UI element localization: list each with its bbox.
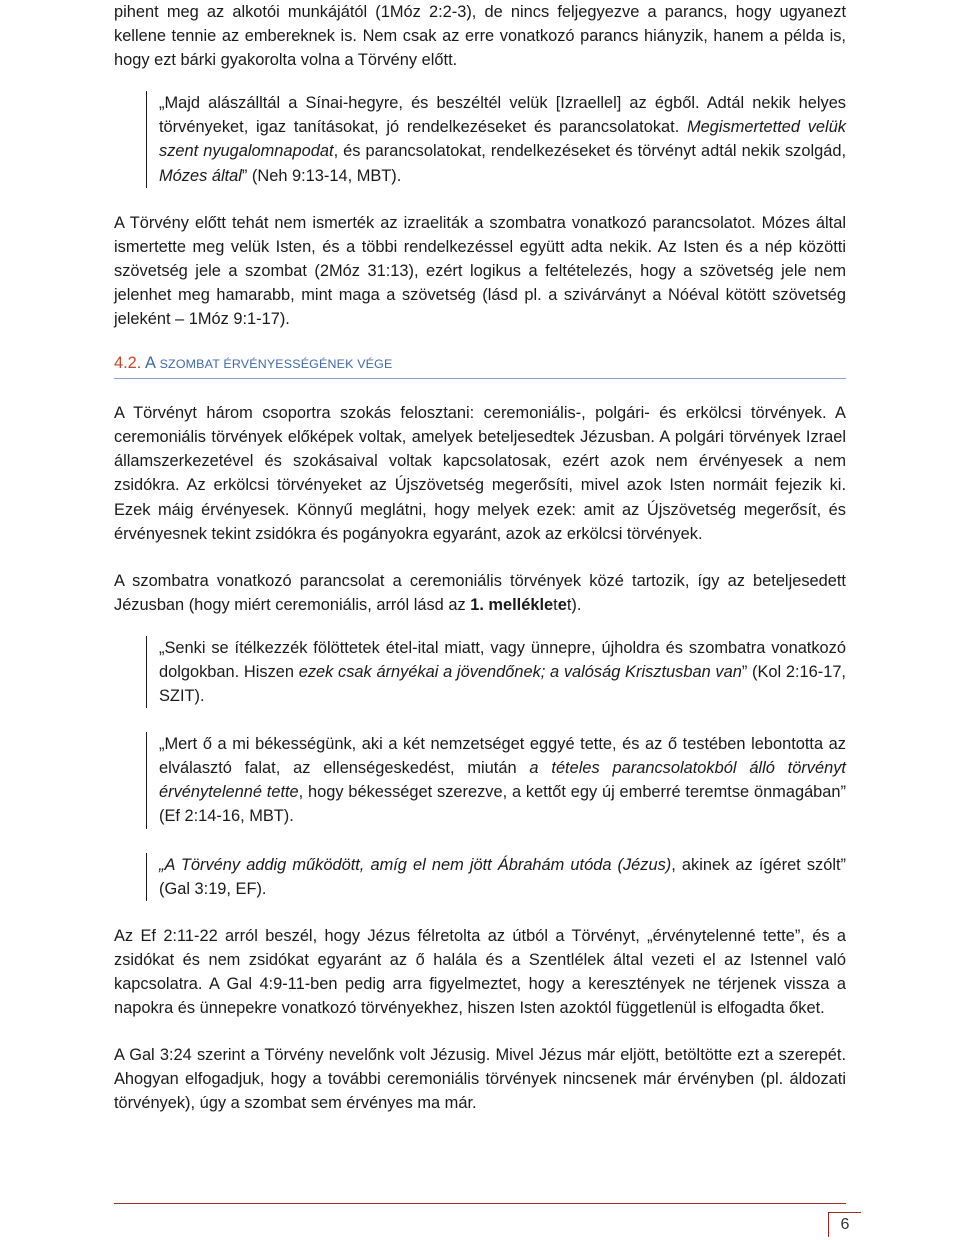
quote-galatians — [146, 853, 846, 901]
quote-colossians-italic: ezek csak árnyékai a jövendőnek; a valóság Krisztusban van — [298, 662, 742, 681]
paragraph-law-groups: A Törvényt három csoportra szokás felosztani: ceremoniális-, polgári- és erkölcsi törvények. A ceremoniális törvények előképek voltak, amelyek beteljesedtek Jézusban. A polgári törvények Izrael államszerkezetével és szokásaival voltak kapcsolatosak, ezért azok nem érvényesek a nem zsidókra. Az erkölcsi törvényeket az Újszövetség megerősíti, mivel azok Isten normáit fejezik ki. Ezek máig érvényesek. Könnyű meglátni, hogy melyek ezek: amit az Újszövetség megerősít, és érvényesnek tekint zsidókra és pogányokra egyaránt, azok az erkölcsi törvények. — [114, 404, 846, 543]
paragraph-ceremonial-text-1: A szombatra vonatkozó parancsolat a ceremoniális törvények közé tartozik, így az beteljesedett Jézusban (hogy miért ceremoniális, arról lásd az — [114, 571, 846, 614]
document-page — [114, 0, 846, 1115]
paragraph-ephesians-galatians: Az Ef 2:11-22 arról beszél, hogy Jézus félretolta az útból a Törvényt, „érvénytelenné tette”, és a zsidókat és nem zsidókat egyaránt az ő halála és a Szentlélek által vezeti el az Istennel való kapcsolatra. A Gal 4:9-11-ben pedig arra figyelmeztet, hogy a keresztények ne térjenek vissza a napokra és ünnepekre vonatkozó törvényekhez, hiszen Isten azoktól függetlenül is elfogadta őket. — [114, 926, 846, 1017]
quote-nehemiah-text-1: „Majd alászálltál a Sínai-hegyre, és beszéltél velük [Izraellel] az égből. Adtál nekik helyes törvényeket, igaz tanításokat, jó rendelkezéseket és parancsolatokat. — [159, 94, 846, 137]
quote-nehemiah-text-3: ” (Neh 9:13-14, MBT). — [241, 166, 402, 185]
quote-nehemiah-italic-2: Mózes által — [159, 166, 242, 185]
quote-ephesians-text-2: , hogy békességet szerezve, a kettőt egy új emberré teremtse önmagában” (Ef 2:14-16, MBT). — [159, 783, 846, 826]
paragraph-ceremonial — [114, 569, 846, 617]
quote-ephesians-text-1: „Mert ő a mi békességünk, aki a két nemzetséget eggyé tette, és az ő testében lebontotta az elválasztó falat, az ellenségeskedést, miután — [159, 735, 846, 778]
appendix-reference-tail: e — [557, 595, 567, 614]
paragraph-before-law: A Törvény előtt tehát nem ismerték az izraeliták a szombatra vonatkozó parancsolatot. Mózes által ismertette meg velük Isten, és a többi rendelkezéssel együtt adta nekik. Az Isten és a nép közötti szövetség jele a szombat (2Móz 31:13), ezért logikus a feltételezés, hogy a szövetség jele nem jelenhet meg hamarabb, mint maga a szövetség (lásd pl. a szivárványt a Nóéval kötött szövetség jeleként – 1Móz 9:1-17). — [114, 213, 846, 329]
section-number: 4.2. — [114, 354, 142, 373]
paragraph-ceremonial-text-2: t — [553, 595, 558, 614]
quote-nehemiah — [146, 91, 846, 187]
quote-colossians — [146, 636, 846, 708]
page-number — [828, 1212, 861, 1237]
section-title-rest: SZOMBAT ÉRVÉNYESSÉGÉNEK VÉGE — [159, 357, 393, 372]
paragraph-conclusion: A Gal 3:24 szerint a Törvény nevelőnk volt Jézusig. Mivel Jézus már eljött, betöltötte ezt a szerepét. Ahogyan elfogadjuk, hogy a további ceremoniális törvények nincsenek már érvényben (pl. áldozati törvények), úgy a szombat sem érvényes ma már. — [114, 1046, 846, 1113]
quote-ephesians-italic: a tételes parancsolatokból álló törvényt érvénytelenné tette — [159, 759, 846, 802]
quote-nehemiah-italic-1: Megismertetted velük szent nyugalomnapodat — [159, 118, 846, 161]
section-title-first: A — [145, 354, 156, 373]
appendix-reference: 1. mellékle — [470, 595, 554, 614]
section-heading — [114, 352, 846, 379]
quote-galatians-italic: „A Törvény addig működött, amíg el nem jött Ábrahám utóda (Jézus) — [159, 855, 672, 874]
quote-nehemiah-text-2: , és parancsolatokat, rendelkezéseket és törvényt adtál nekik szolgád, — [333, 142, 847, 161]
page-number-text: 6 — [840, 1216, 850, 1233]
quote-galatians-text: , akinek az ígéret szólt” (Gal 3:19, EF). — [159, 855, 846, 898]
footer-rule — [114, 1203, 846, 1204]
quote-ephesians — [146, 732, 846, 828]
quote-colossians-text-2: ” (Kol 2:16-17, SZIT). — [159, 662, 846, 706]
paragraph-ceremonial-text-3: t). — [566, 595, 582, 614]
paragraph-intro: pihent meg az alkotói munkájától (1Móz 2:2-3), de nincs feljegyezve a parancs, hogy ugyanezt kellene tennie az embereknek is. Nem csak az erre vonatkozó parancs hiányzik, hanem a példa is, hogy ezt bárki gyakorolta volna a Törvény előtt. — [114, 3, 846, 70]
quote-colossians-text-1: „Senki se ítélkezzék fölöttetek étel-ital miatt, vagy ünnepre, újholdra és szombatra vonatkozó dolgokban. Hiszen — [159, 638, 846, 681]
